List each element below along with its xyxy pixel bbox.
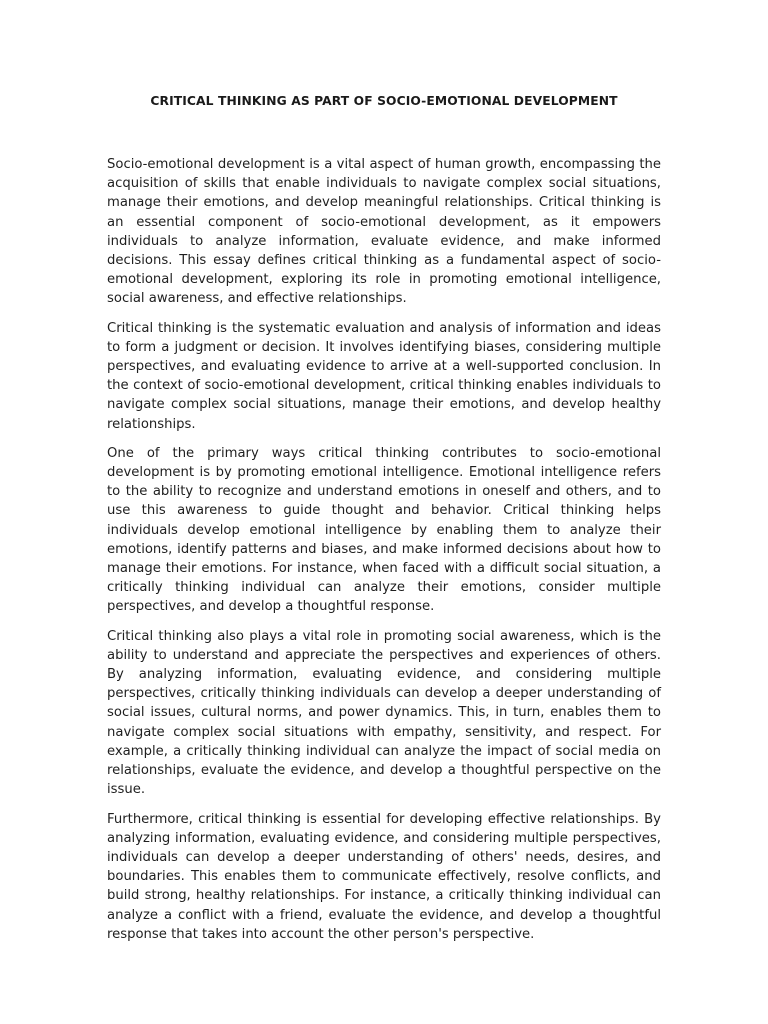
paragraph-2: Critical thinking is the systematic evaluation and analysis of information and ideas to form a judgment or decision. It involves identifying biases, considering multiple perspectives, and evaluating evidence to arrive at a well-supported conclusion. In the context of socio-emotional development, critical thinking enables individuals to navigate complex social situations, manage their emotions, and develop healthy relationships.: [107, 320, 661, 432]
document-title: CRITICAL THINKING AS PART OF SOCIO-EMOTIONAL DEVELOPMENT: [150, 94, 618, 108]
paragraph-5: Furthermore, critical thinking is essential for developing effective relationships. By analyzing information, evaluating evidence, and considering multiple perspectives, individuals can develop a deeper understanding of others' needs, desires, and boundaries. This enables them to communicate effectively, resolve conflicts, and build strong, healthy relationships. For instance, a critically thinking individual can analyze a conflict with a friend, evaluate the evidence, and develop a thoughtful response that takes into account the other person's perspective.: [107, 811, 661, 942]
paragraph-3: One of the primary ways critical thinking contributes to socio-emotional development is by promoting emotional intelligence. Emotional intelligence refers to the ability to recognize and understand emotions in oneself and others, and to use this awareness to guide thought and behavior. Critical thinking helps individuals develop emotional intelligence by enabling them to analyze their emotions, identify patterns and biases, and make informed decisions about how to manage their emotions. For instance, when faced with a difficult social situation, a critically thinking individual can analyze their emotions, consider multiple perspectives, and develop a thoughtful response.: [107, 445, 661, 615]
paragraph-4: Critical thinking also plays a vital role in promoting social awareness, which is the ability to understand and appreciate the perspectives and experiences of others. By analyzing information, evaluating evidence, and considering multiple perspectives, critically thinking individuals can develop a deeper understanding of social issues, cultural norms, and power dynamics. This, in turn, enables them to navigate complex social situations with empathy, sensitivity, and respect. For example, a critically thinking individual can analyze the impact of social media on relationships, evaluate the evidence, and develop a thoughtful perspective on the issue.: [107, 628, 661, 798]
paragraph-1: Socio-emotional development is a vital aspect of human growth, encompassing the acquisition of skills that enable individuals to navigate complex social situations, manage their emotions, and develop meaningful relationships. Critical thinking is an essential component of socio-emotional development, as it empowers individuals to analyze information, evaluate evidence, and make informed decisions. This essay defines critical thinking as a fundamental aspect of socio-emotional development, exploring its role in promoting emotional intelligence, social awareness, and effective relationships.: [107, 157, 661, 307]
